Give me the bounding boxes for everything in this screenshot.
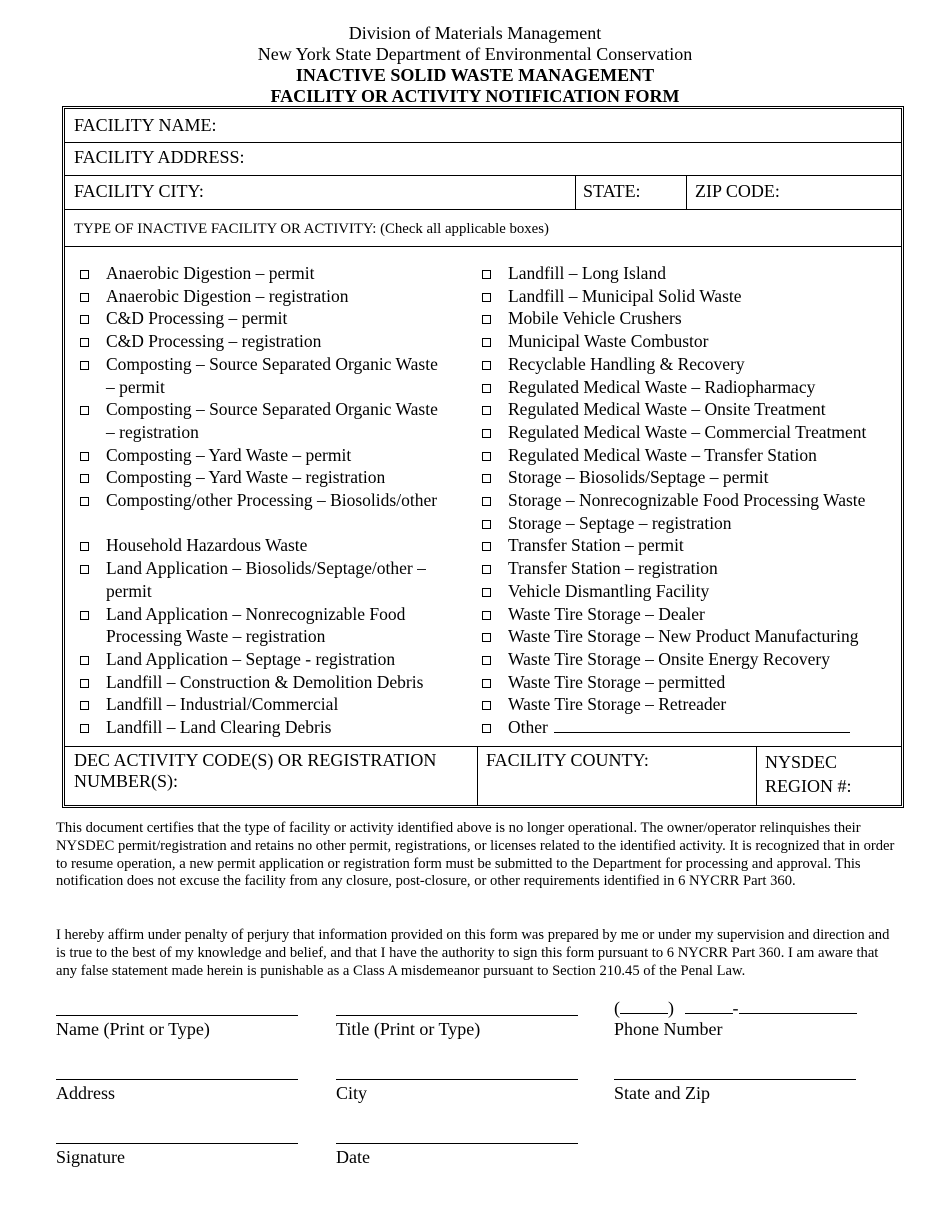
checkbox[interactable]	[80, 474, 89, 483]
phone-open-paren: (	[614, 998, 620, 1018]
phone-prefix-blank[interactable]	[685, 997, 733, 1014]
checkbox-option[interactable]	[64, 444, 474, 467]
checkbox-label: Land Application – Nonrecognizable Food	[106, 603, 406, 624]
other-input-line[interactable]	[554, 718, 850, 733]
checkbox-option[interactable]	[465, 557, 905, 580]
checkbox-label: Storage – Biosolids/Septage – permit	[508, 467, 769, 488]
checkbox[interactable]	[482, 474, 491, 483]
checkbox[interactable]	[482, 452, 491, 461]
checkbox-option[interactable]	[64, 330, 474, 353]
checkbox-option[interactable]	[64, 557, 474, 602]
checkbox-label: Landfill – Municipal Solid Waste	[508, 285, 742, 306]
dec-code-label-line2: NUMBER(S):	[74, 771, 179, 791]
checkbox[interactable]	[482, 406, 491, 415]
checkbox[interactable]	[482, 270, 491, 279]
checkbox-label: Municipal Waste Combustor	[508, 331, 709, 352]
checkbox[interactable]	[482, 633, 491, 642]
col-divider	[686, 175, 687, 209]
checkbox-label: Regulated Medical Waste – Transfer Station	[508, 444, 817, 465]
checkbox[interactable]	[482, 338, 491, 347]
checkbox-option[interactable]	[465, 466, 905, 489]
checkbox-option[interactable]	[465, 489, 905, 512]
title-label: Title (Print or Type)	[336, 1019, 481, 1039]
checkbox-label: Composting/other Processing – Biosolids/other	[106, 490, 438, 511]
row-divider	[65, 246, 901, 247]
name-label: Name (Print or Type)	[56, 1019, 210, 1039]
checkbox-label: Composting – Source Separated Organic Waste	[106, 399, 438, 420]
checkbox-option[interactable]	[64, 603, 474, 648]
facility-address-field[interactable]: FACILITY ADDRESS:	[74, 147, 245, 167]
checkbox[interactable]	[482, 315, 491, 324]
checkbox[interactable]	[80, 452, 89, 461]
checkbox-label: Landfill – Construction & Demolition Debris	[106, 671, 424, 692]
checkbox-option-other[interactable]	[465, 716, 905, 739]
zip-code-field[interactable]: ZIP CODE:	[695, 181, 780, 201]
row-divider	[65, 746, 901, 747]
checkbox-option[interactable]	[64, 716, 474, 739]
checkbox-option[interactable]	[465, 603, 905, 626]
checkbox-option[interactable]	[64, 648, 474, 671]
phone-close-paren: )	[668, 998, 674, 1018]
form-title-line1: INACTIVE SOLID WASTE MANAGEMENT	[295, 65, 655, 85]
checkbox-option[interactable]	[465, 512, 905, 535]
checkbox-option[interactable]	[64, 671, 474, 694]
checkbox-option[interactable]	[64, 285, 474, 308]
signature-line[interactable]	[56, 1143, 298, 1144]
facility-type-heading: TYPE OF INACTIVE FACILITY OR ACTIVITY: (Check all applicable boxes)	[74, 221, 549, 237]
title-line[interactable]	[336, 1015, 578, 1016]
checkbox[interactable]	[482, 384, 491, 393]
checkbox[interactable]	[80, 315, 89, 324]
date-label: Date	[336, 1147, 370, 1167]
phone-line-blank[interactable]	[739, 997, 857, 1014]
checkbox[interactable]	[482, 701, 491, 710]
checkbox-label: Land Application – Biosolids/Septage/other –	[106, 558, 426, 579]
checkbox-label: Composting – Yard Waste – permit	[106, 444, 352, 465]
checkbox-option[interactable]	[465, 376, 905, 399]
checkbox[interactable]	[80, 701, 89, 710]
address-line[interactable]	[56, 1079, 298, 1080]
checkbox-label: Land Application – Septage - registration	[106, 648, 396, 669]
checkbox-option[interactable]	[465, 693, 905, 716]
dec-code-label-line1: DEC ACTIVITY CODE(S) OR REGISTRATION	[74, 750, 437, 770]
checkbox[interactable]	[80, 293, 89, 302]
division-name: Division of Materials Management	[348, 23, 602, 43]
nysdec-region-field[interactable]	[765, 750, 852, 798]
checkbox-option[interactable]	[64, 307, 474, 330]
area-code-blank[interactable]	[620, 997, 668, 1014]
phone-number-field[interactable]	[614, 997, 857, 1019]
checkbox[interactable]	[482, 724, 491, 733]
checkbox[interactable]	[482, 656, 491, 665]
checkbox[interactable]	[482, 542, 491, 551]
facility-type-list-right	[465, 262, 905, 739]
checkbox[interactable]	[482, 565, 491, 574]
checkbox[interactable]	[482, 293, 491, 302]
affirmation-paragraph: I hereby affirm under penalty of perjury that information provided on this form was prepared by me or under my supervision and direction and is true to the best of my knowledge and belief, and that I have the authority to sign this form pursuant to 6 NYCRR Part 360. I am aware that any false statement made herein is punishable as a Class A misdemeanor pursuant to Section 210.45 of the Penal Law.	[56, 927, 890, 979]
checkbox[interactable]	[80, 611, 89, 620]
region-label-line1: NYSDEC	[765, 752, 838, 772]
checkbox-label: Processing Waste – registration	[106, 626, 326, 647]
checkbox-label: Anaerobic Digestion – registration	[106, 285, 349, 306]
phone-label: Phone Number	[614, 1019, 723, 1039]
checkbox[interactable]	[482, 361, 491, 370]
checkbox[interactable]	[80, 542, 89, 551]
checkbox[interactable]	[80, 724, 89, 733]
state-zip-line[interactable]	[614, 1079, 856, 1080]
facility-county-field[interactable]: FACILITY COUNTY:	[486, 750, 649, 770]
checkbox-label: Anaerobic Digestion – permit	[106, 263, 315, 283]
checkbox[interactable]	[482, 679, 491, 688]
checkbox-label: Household Hazardous Waste	[106, 535, 308, 556]
checkbox-label: – permit	[106, 376, 165, 397]
checkbox-option[interactable]	[465, 534, 905, 557]
col-divider	[575, 175, 576, 209]
checkbox-option[interactable]	[64, 693, 474, 716]
checkbox-label: Composting – Yard Waste – registration	[106, 467, 386, 488]
facility-name-field[interactable]: FACILITY NAME:	[74, 115, 217, 135]
checkbox-option[interactable]	[64, 262, 474, 285]
checkbox-label: – registration	[106, 421, 199, 442]
checkbox-label: Waste Tire Storage – Dealer	[508, 603, 705, 624]
checkbox-label: Regulated Medical Waste – Onsite Treatment	[508, 399, 826, 420]
checkbox-option[interactable]	[64, 353, 474, 398]
checkbox-label: Mobile Vehicle Crushers	[508, 308, 682, 329]
checkbox[interactable]	[80, 361, 89, 370]
checkbox[interactable]	[80, 679, 89, 688]
checkbox-label: Landfill – Land Clearing Debris	[106, 717, 332, 738]
checkbox-option[interactable]	[465, 671, 905, 694]
checkbox-label: Waste Tire Storage – New Product Manufacturing	[508, 626, 859, 647]
checkbox-option[interactable]	[465, 580, 905, 603]
checkbox-option[interactable]	[465, 648, 905, 671]
checkbox-option[interactable]	[64, 489, 474, 512]
checkbox-label: C&D Processing – registration	[106, 331, 322, 352]
checkbox[interactable]	[482, 497, 491, 506]
checkbox[interactable]	[80, 270, 89, 279]
other-label: Other	[508, 717, 548, 738]
form-header	[0, 23, 950, 107]
checkbox-label: Waste Tire Storage – permitted	[508, 671, 726, 692]
checkbox-option[interactable]	[465, 444, 905, 467]
checkbox-option[interactable]	[64, 534, 474, 557]
checkbox-label: Vehicle Dismantling Facility	[508, 580, 710, 601]
checkbox[interactable]	[80, 497, 89, 506]
region-label-line2: REGION #:	[765, 776, 852, 796]
checkbox-option[interactable]	[465, 353, 905, 376]
checkbox-label: Transfer Station – registration	[508, 558, 718, 579]
checkbox-option[interactable]	[465, 398, 905, 421]
checkbox-label: C&D Processing – permit	[106, 308, 288, 329]
checkbox-label: Recyclable Handling & Recovery	[508, 353, 745, 374]
phone-dash: -	[732, 998, 739, 1018]
checkbox-option[interactable]	[465, 421, 905, 444]
checkbox-label: Regulated Medical Waste – Commercial Treatment	[508, 421, 867, 442]
checkbox-option[interactable]	[465, 262, 905, 285]
facility-type-list-left	[64, 262, 474, 739]
state-zip-label: State and Zip	[614, 1083, 710, 1103]
form-title-line2: FACILITY OR ACTIVITY NOTIFICATION FORM	[270, 86, 680, 106]
checkbox[interactable]	[80, 406, 89, 415]
certification-paragraph: This document certifies that the type of facility or activity identified above is no longer operational. The owner/operator relinquishes their NYSDEC permit/registration and retains no other permit, registrations, or licenses related to the identified activity. It is recognized that in order to resume operation, a new permit application or registration form must be submitted to the Department for processing and approval. This notification does not excuse the facility from any closure, post-closure, or other requirements identified in 6 NYCRR Part 360.	[56, 820, 895, 890]
checkbox-label: permit	[106, 580, 152, 601]
checkbox-option[interactable]	[64, 398, 474, 443]
state-field[interactable]: STATE:	[583, 181, 641, 201]
checkbox-label: Landfill – Industrial/Commercial	[106, 694, 339, 715]
checkbox-option[interactable]	[465, 285, 905, 308]
checkbox-label: Waste Tire Storage – Onsite Energy Recovery	[508, 648, 830, 669]
checkbox[interactable]	[482, 588, 491, 597]
checkbox[interactable]	[482, 611, 491, 620]
name-line[interactable]	[56, 1015, 298, 1016]
checkbox[interactable]	[80, 338, 89, 347]
facility-city-field[interactable]: FACILITY CITY:	[74, 181, 204, 201]
checkbox-option[interactable]	[465, 625, 905, 648]
row-divider	[65, 142, 901, 143]
checkbox-option[interactable]	[64, 466, 474, 489]
checkbox-label: Regulated Medical Waste – Radiopharmacy	[508, 376, 816, 397]
col-divider	[756, 746, 757, 805]
checkbox[interactable]	[482, 429, 491, 438]
checkbox-label: Waste Tire Storage – Retreader	[508, 694, 727, 715]
checkbox[interactable]	[482, 520, 491, 529]
row-divider	[65, 209, 901, 210]
date-line[interactable]	[336, 1143, 578, 1144]
checkbox-label: Transfer Station – permit	[508, 535, 684, 556]
address-label: Address	[56, 1083, 115, 1103]
row-divider	[65, 175, 901, 176]
checkbox-option[interactable]	[465, 330, 905, 353]
checkbox-option[interactable]	[465, 307, 905, 330]
checkbox-label: Composting – Source Separated Organic Waste	[106, 353, 438, 374]
checkbox-label: Storage – Nonrecognizable Food Processing Waste	[508, 490, 866, 511]
city-line[interactable]	[336, 1079, 578, 1080]
city-label: City	[336, 1083, 368, 1103]
department-name: New York State Department of Environmental Conservation	[257, 44, 693, 64]
signature-label: Signature	[56, 1147, 125, 1167]
dec-activity-code-field[interactable]	[74, 750, 436, 792]
col-divider	[477, 746, 478, 805]
checkbox[interactable]	[80, 656, 89, 665]
checkbox[interactable]	[80, 565, 89, 574]
checkbox-label: Landfill – Long Island	[508, 263, 666, 283]
checkbox-label: Storage – Septage – registration	[508, 512, 732, 533]
